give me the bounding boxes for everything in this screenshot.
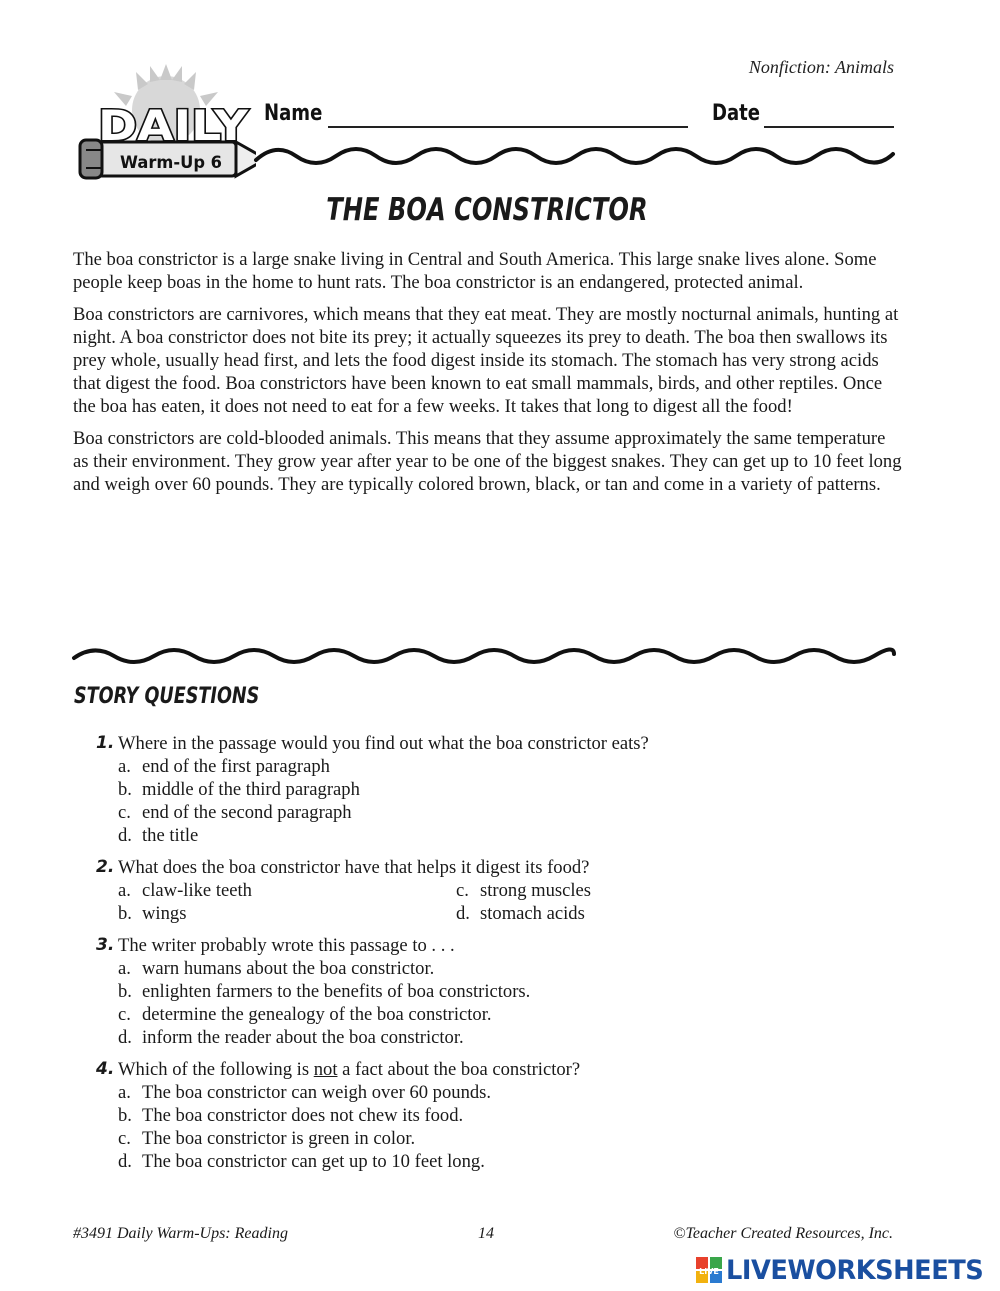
passage-paragraph: Boa constrictors are cold-blooded animals. This means that they assume approximately the same temperature as their environment. They grow year after year to be one of the biggest snakes. They can get up to 10 feet long and weigh over 60 pounds. They are typically colored brown, black, or tan and come in a variety of patterns. <box>73 428 902 495</box>
answer-option[interactable]: c. strong muscles <box>456 880 592 901</box>
date-label: Date <box>712 101 761 126</box>
answer-option[interactable]: d. inform the reader about the boa constrictor. <box>118 1027 464 1048</box>
answer-option[interactable]: d. stomach acids <box>456 903 585 924</box>
liveworksheets-icon <box>696 1257 722 1283</box>
question-text: What does the boa constrictor have that helps it digest its food? <box>118 857 590 878</box>
answer-option[interactable]: a. The boa constrictor can weigh over 60 pounds. <box>118 1082 492 1103</box>
answer-option[interactable]: a. warn humans about the boa constrictor. <box>118 958 435 979</box>
passage <box>73 248 903 505</box>
wave-divider-top <box>0 138 1000 178</box>
question-2 <box>96 856 916 925</box>
question-text: Where in the passage would you find out what the boa constrictor eats? <box>118 733 649 754</box>
answer-option[interactable]: b. wings <box>118 903 187 924</box>
logo-sub: Warm-Up 6 <box>120 153 222 173</box>
name-label: Name <box>264 101 323 126</box>
name-field[interactable] <box>328 126 688 128</box>
answer-option[interactable]: d. The boa constrictor can get up to 10 feet long. <box>118 1151 485 1172</box>
footer-book-title: #3491 Daily Warm-Ups: Reading <box>73 1225 288 1242</box>
footer-page-number: 14 <box>478 1225 494 1242</box>
brand-icon-letters: LIVE <box>699 1267 719 1276</box>
answer-option[interactable]: c. determine the genealogy of the boa constrictor. <box>118 1004 492 1025</box>
question-text: The writer probably wrote this passage to . . . <box>118 935 455 956</box>
date-field[interactable] <box>764 126 894 128</box>
question-3 <box>96 934 916 1049</box>
answer-option[interactable]: b. The boa constrictor does not chew its food. <box>118 1105 464 1126</box>
question-text: Which of the following is not a fact about the boa constrictor? <box>118 1059 581 1080</box>
question-1 <box>96 732 916 847</box>
questions-list <box>96 732 916 1182</box>
liveworksheets-logo[interactable] <box>696 1254 997 1286</box>
answer-option[interactable]: b. enlighten farmers to the benefits of boa constrictors. <box>118 981 531 1002</box>
answer-option[interactable]: d. the title <box>118 825 199 846</box>
answer-option[interactable]: b. middle of the third paragraph <box>118 779 360 800</box>
question-number: 3. <box>96 935 115 955</box>
answer-option[interactable]: a. claw-like teeth <box>118 880 252 901</box>
logo-word: DAILY <box>98 101 249 150</box>
page-title: THE BOA CONSTRICTOR <box>326 192 648 228</box>
passage-paragraph: The boa constrictor is a large snake living in Central and South America. This large snake lives alone. Some people keep boas in the home to hunt rats. The boa constrictor is an endangered, protected animal. <box>73 249 877 293</box>
question-number: 4. <box>96 1059 115 1079</box>
answer-option[interactable]: c. The boa constrictor is green in color. <box>118 1128 416 1149</box>
question-number: 2. <box>96 857 115 877</box>
brand-name: LIVEWORKSHEETS <box>726 1254 984 1286</box>
category-label: Nonfiction: Animals <box>748 57 894 77</box>
question-4 <box>96 1058 916 1173</box>
question-number: 1. <box>96 733 115 753</box>
wave-divider-middle <box>0 638 1000 678</box>
answer-option[interactable]: a. end of the first paragraph <box>118 756 330 777</box>
answer-option[interactable]: c. end of the second paragraph <box>118 802 352 823</box>
passage-paragraph: Boa constrictors are carnivores, which means that they eat meat. They are mostly nocturnal animals, hunting at night. A boa constrictor does not bite its prey; it actually squeezes its prey to death. The boa then swallows its prey whole, usually head first, and lets the food digest inside its stomach. The stomach has very strong acids that digest the food. Boa constrictors have been known to eat small mammals, birds, and other reptiles. Once the boa has eaten, it does not need to eat for a few weeks. It takes that long to digest all the food! <box>73 304 899 417</box>
questions-heading: STORY QUESTIONS <box>74 684 260 709</box>
footer-copyright: ©Teacher Created Resources, Inc. <box>673 1225 893 1242</box>
